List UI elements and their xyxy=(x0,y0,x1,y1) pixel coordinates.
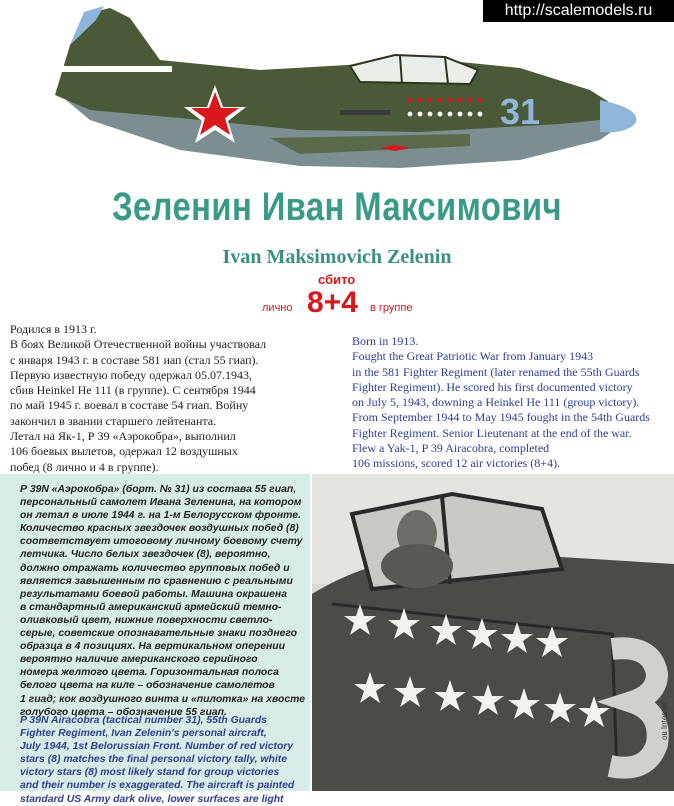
pilot-name-english: Ivan Maksimovich Zelenin xyxy=(222,246,452,268)
bio-ru-line: побед (8 лично и 4 в группе). xyxy=(10,459,159,474)
bio-ru-line: Летал на Як-1, Р 39 «Аэрокобра», выполнил xyxy=(10,429,236,444)
caption-ru-line: 1 гиад; кок воздушного винта и «пилотка» на хвосте xyxy=(20,693,305,705)
score-personal-label: лично xyxy=(262,302,293,314)
photo-credit: ов Internet xyxy=(660,701,669,740)
bio-ru-line: Родился в 1913 г. xyxy=(10,322,97,336)
bio-ru-line: сбив Heinkel He 111 (в группе). С сентября 1944 xyxy=(10,383,256,398)
caption-en-line: stars (8) matches the final personal victory tally, white xyxy=(20,754,287,766)
caption-ru-line: голубого цвета – обозначение 55 гиап. xyxy=(20,706,227,718)
bio-ru-line: В боях Великой Отечественной войны участвовал xyxy=(10,337,267,352)
bio-en-line: Born in 1913. xyxy=(352,334,419,348)
pilot-cockpit-photo xyxy=(312,474,674,791)
caption-ru-line: номера желтого цвета. Горизонтальная полоса xyxy=(20,667,279,679)
aircraft-profile-illustration xyxy=(0,0,674,180)
bio-ru-line: с января 1943 г. в составе 581 иап (стал 55 гиап). xyxy=(10,352,259,367)
caption-en-line: victory stars (8) most likely stand for group victories xyxy=(20,767,280,779)
caption-en-line: and their number is exaggerated. The aircraft is painted xyxy=(20,780,295,792)
score-label: сбито xyxy=(318,272,356,287)
caption-ru-line: персональный самолет Ивана Зеленина, на котором xyxy=(20,497,302,509)
caption-ru-line: вероятно наличие американского серийного xyxy=(20,654,258,666)
pilot-name-russian: Зеленин Иван Максимович xyxy=(112,185,562,229)
bio-en-line: 106 missions, scored 12 air victories (8+4). xyxy=(352,456,561,471)
caption-ru-line: должно отражать количество групповых побед и xyxy=(20,562,290,574)
bio-en-line: Fighter Regiment. Senior Lieutenant at the end of the war. xyxy=(352,425,632,440)
caption-english xyxy=(20,714,306,806)
bio-ru-line: Первую известную победу одержал 05.07.1943, xyxy=(10,367,252,382)
bio-en-line: From September 1944 to May 1945 fought in the 54th Guards xyxy=(352,410,650,425)
caption-ru-line: летчика. Число белых звездочек (8), вероятно, xyxy=(20,549,271,561)
caption-ru-line: результатами боевой работы. Машина окрашена xyxy=(20,588,287,600)
biography-russian xyxy=(10,322,335,475)
caption-en-line: standard US Army dark olive, lower surfaces are light xyxy=(20,793,284,805)
tail-number: 31 xyxy=(500,91,541,132)
watermark: http://scalemodels.ru xyxy=(483,0,674,22)
caption-ru-line: белого цвета на киле – обозначение самолетов xyxy=(20,680,275,692)
caption-ru-line: он летал в июле 1944 г. на 1-м Белорусском фронте. xyxy=(20,510,301,522)
caption-ru-line: является завышенным по сравнению с реальными xyxy=(20,575,293,587)
bio-en-line: in the 581 Fighter Regiment (later renamed the 55th Guards xyxy=(352,364,640,379)
bio-ru-line: закончил в звании старшего лейтенанта. xyxy=(10,413,217,428)
caption-en-line: July 1944, 1st Belorussian Front. Number of red victory xyxy=(20,741,294,753)
bio-ru-line: 106 боевых вылетов, одержал 12 воздушных xyxy=(10,444,238,459)
bio-en-line: Fighter Regiment). He scored his first documented victory xyxy=(352,379,633,394)
caption-ru-line: образца в 4 позициях. На вертикальном оперении xyxy=(20,641,285,653)
caption-en-line: P 39N Airacobra (tactical number 31), 55th Guards xyxy=(20,715,267,726)
score-value: 8+4 xyxy=(307,286,358,319)
caption-russian xyxy=(20,483,306,719)
score-group-label: в группе xyxy=(370,302,413,314)
caption-ru-line: Р 39N «Аэрокобра» (борт. № 31) из состава 55 гиап, xyxy=(20,484,297,495)
caption-ru-line: в стандартный американский армейский темно- xyxy=(20,601,282,613)
caption-ru-line: Количество красных звездочек воздушных побед (8) xyxy=(20,523,299,535)
bio-en-line: Fought the Great Patriotic War from January 1943 xyxy=(352,349,594,364)
caption-ru-line: оливковый цвет, нижние поверхности светло- xyxy=(20,614,273,626)
caption-en-line: Fighter Regiment, Ivan Zelenin's personal aircraft, xyxy=(20,728,267,740)
bio-en-line: on July 5, 1943, downing a Heinkel He 111 (group victory). xyxy=(352,395,640,410)
caption-ru-line: соответствует итоговому личному боевому счету xyxy=(20,536,303,548)
bio-en-line: Flew a Yak-1, P 39 Airacobra, completed xyxy=(352,441,550,456)
caption-ru-line: серые, советские опознавательные знаки позднего xyxy=(20,628,298,640)
bio-ru-line: по май 1945 г. воевал в составе 54 гиап. Войну xyxy=(10,398,249,413)
biography-english xyxy=(352,334,674,472)
